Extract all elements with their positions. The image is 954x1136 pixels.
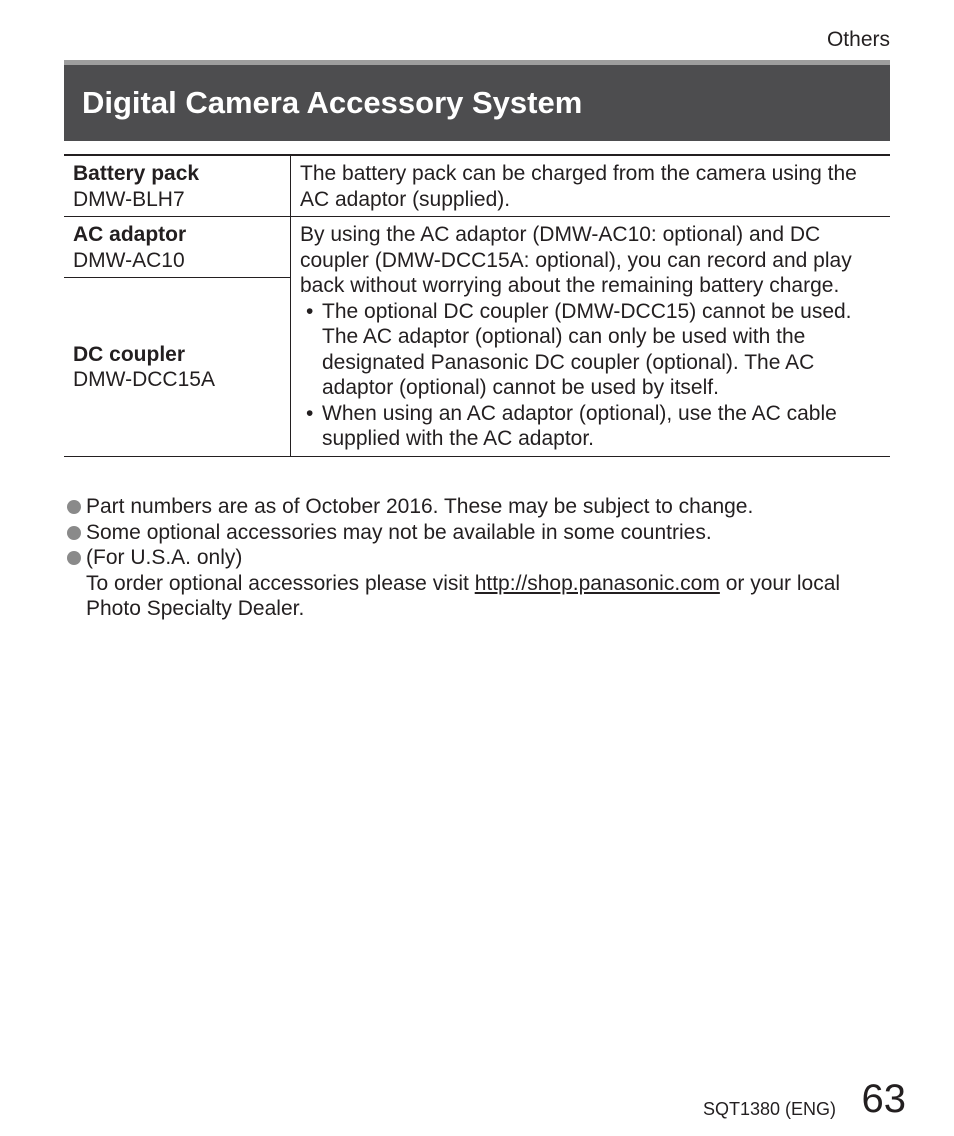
bullet-circle-icon [67,500,81,514]
accessory-description: The battery pack can be charged from the camera using the AC adaptor (supplied). [300,162,857,211]
accessory-name: Battery pack [73,162,200,185]
bullet-text: When using an AC adaptor (optional), use the AC cable supplied with the AC adaptor. [322,401,837,450]
accessory-name: DC coupler [73,342,186,366]
table-row [64,155,890,217]
section-label: Others [826,28,890,51]
notes-list [66,494,886,622]
document-code: SQT1380 (ENG) [702,1099,836,1119]
accessory-name-cell [64,155,291,217]
bullet-icon: • [306,299,314,323]
bullet-item [300,401,881,452]
note-text: or your local Photo Specialty Dealer. [86,571,841,620]
accessory-part-number: DMW-AC10 [73,248,185,272]
accessory-name-cell [64,217,291,278]
page-title: Digital Camera Accessory System [82,85,583,120]
table-row [64,217,890,278]
note-item [66,520,886,546]
bullet-circle-icon [67,526,81,540]
title-bar [64,60,890,141]
note-item [66,494,886,520]
accessory-part-number: DMW-DCC15A [73,368,215,392]
note-text: Part numbers are as of October 2016. These may be subject to change. [86,495,754,518]
accessory-description-cell [291,217,891,457]
page-number: 63 [861,1077,906,1121]
accessory-name-cell [64,278,291,457]
accessory-name: AC adaptor [73,223,187,246]
bullet-icon: • [306,401,314,425]
bullet-text: The optional DC coupler (DMW-DCC15) cannot be used. The AC adaptor (optional) can only be used with the designated Panasonic DC coupler (optional). The AC adaptor (optional) cannot be used by itself. [322,299,852,399]
accessory-part-number: DMW-BLH7 [73,187,185,211]
bullet-item [300,299,881,401]
note-text: To order optional accessories please visit [86,571,475,595]
accessory-description: By using the AC adaptor (DMW-AC10: optional) and DC coupler (DMW-DCC15A: optional), you can record and play back without worrying about the remaining battery charge. [300,223,852,297]
accessory-table [64,154,890,457]
note-text: (For U.S.A. only) [86,546,243,569]
note-item [66,545,886,622]
note-text: Some optional accessories may not be available in some countries. [86,520,712,544]
accessory-description-cell [291,155,891,217]
bullet-circle-icon [67,551,81,565]
shop-link[interactable]: http://shop.panasonic.com [474,571,720,595]
